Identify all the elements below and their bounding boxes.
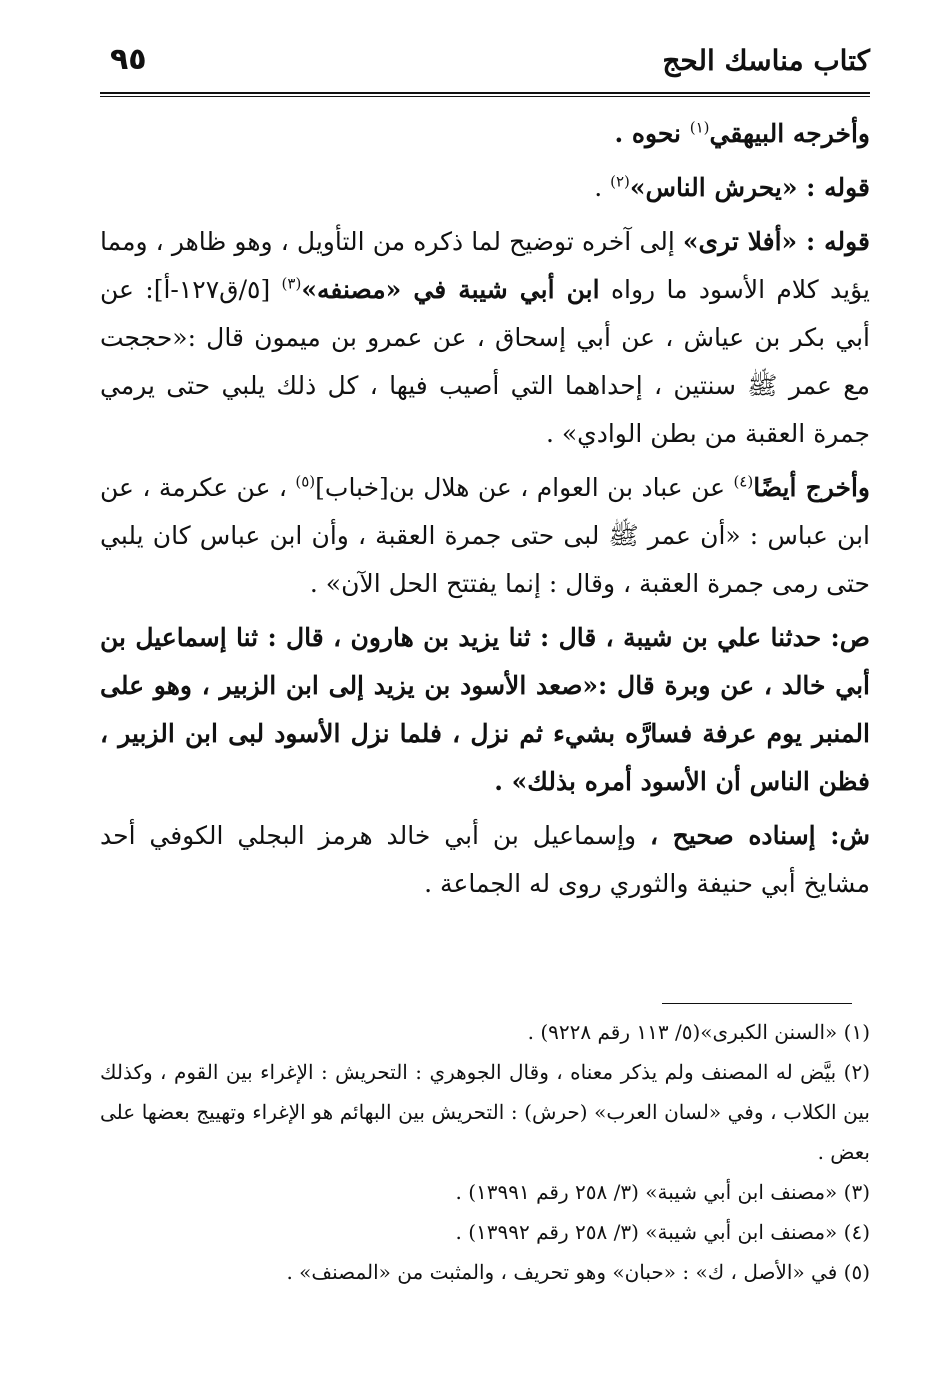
footnote-1: (١) «السنن الكبرى»(٥/ ١١٣ رقم ٩٢٢٨) .: [527, 1020, 870, 1044]
footnote-separator: [662, 1003, 852, 1004]
footnote-ref-2[interactable]: (٢): [610, 172, 630, 191]
footnote-ref-5[interactable]: (٥): [295, 472, 316, 491]
footnote-ref-4[interactable]: (٤): [733, 472, 754, 491]
footnote-ref-1[interactable]: (١): [689, 118, 710, 137]
main-text: [100, 110, 870, 914]
paragraph-4-text-b: ، عن عكرمة ، عن ابن عباس : «أن عمر ﷺ لبى حتى جمرة العقبة ، وأن ابن عباس كان يلبي حتى رمى جمرة العقبة ، وقال : إنما يفتتح الحل الآن» .: [100, 473, 870, 598]
paragraph-6-lead: ش: إسناده صحيح ،: [649, 821, 870, 850]
paragraph-5-hadith: ص: حدثنا علي بن شيبة ، قال : ثنا يزيد بن هارون ، قال : ثنا إسماعيل بن أبي خالد ، عن وبرة قال :«صعد الأسود بن يزيد إلى ابن الزبير ، وهو على المنبر يوم عرفة فسارَّه بشيء ثم نزل ، فلما نزل الأسود لبى ابن الزبير ، فظن الناس أن الأسود أمره بذلك» .: [100, 623, 870, 796]
paragraph-2-tail: .: [594, 173, 611, 202]
footnote-4: (٤) «مصنف ابن أبي شيبة» (٣/ ٢٥٨ رقم ١٣٩٩٢) .: [455, 1220, 870, 1244]
footnote-3: (٣) «مصنف ابن أبي شيبة» (٣/ ٢٥٨ رقم ١٣٩٩١) .: [455, 1180, 870, 1204]
paragraph-3-lead: قوله : «أفلا ترى»: [682, 227, 870, 256]
paragraph-4-text-a: عن عباد بن العوام ، عن هلال بن[خباب]: [315, 473, 734, 502]
paragraph-1-lead: وأخرجه البيهقي: [709, 119, 870, 148]
paragraph-3-text-a: إلى آخره توضيح لما ذكره من التأويل ، وهو ظاهر ، ومما يؤيد كلام الأسود ما رواه: [100, 227, 870, 304]
paragraph-2: [100, 164, 870, 212]
paragraph-6: [100, 812, 870, 908]
paragraph-4-lead: وأخرج أيضًا: [753, 473, 870, 502]
header-rule: [100, 92, 870, 97]
footnotes: [100, 1012, 870, 1292]
paragraph-3: [100, 218, 870, 458]
paragraph-6-text: وإسماعيل بن أبي خالد هرمز البجلي الكوفي أحد مشايخ أبي حنيفة والثوري روى له الجماعة .: [100, 821, 870, 898]
paragraph-3-source: ابن أبي شيبة في «مصنفه»: [301, 275, 600, 304]
paragraph-2-lead: قوله : «يحرش الناس»: [629, 173, 870, 202]
footnote-ref-3[interactable]: (٣): [281, 274, 302, 293]
paragraph-1-tail: نحوه .: [614, 119, 690, 148]
footnote-2: (٢) بيَّض له المصنف ولم يذكر معناه ، وقال الجوهري : التحريش : الإغراء بين القوم ، وكذلك بين الكلاب ، وفي «لسان العرب» (حرش) : التحريش بين البهائم هو الإغراء وتهييج بعضها على بعض .: [100, 1060, 870, 1164]
paragraph-4: [100, 464, 870, 608]
page-number: ٩٥: [110, 42, 147, 77]
running-title: كتاب مناسك الحج: [662, 44, 870, 77]
paragraph-3-text-b: [٥/ق١٢٧-أ]: عن أبي بكر بن عياش ، عن أبي إسحاق ، عن عمرو بن ميمون قال :«حججت مع عمر ﷺ سنتين ، إحداهما التي أصيب فيها ، كل ذلك يلبي حتى يرمي جمرة العقبة من بطن الوادي» .: [100, 275, 870, 448]
footnote-5: (٥) في «الأصل ، ك» : «حبان» وهو تحريف ، والمثبت من «المصنف» .: [286, 1260, 870, 1284]
paragraph-1: [100, 110, 870, 158]
page-header: [100, 42, 870, 90]
